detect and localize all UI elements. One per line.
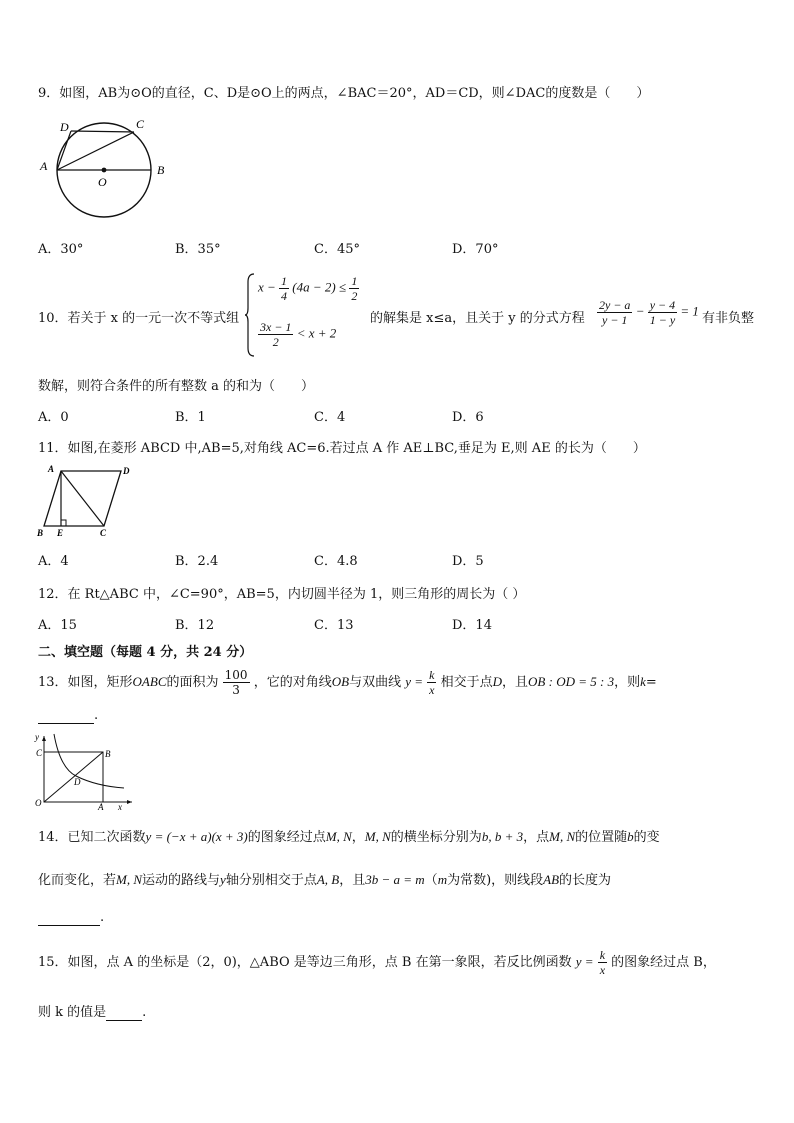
q11-label-b: B bbox=[37, 528, 44, 538]
q13-hyperbola-frac: $\frac{k}{x}$ bbox=[429, 668, 435, 697]
q10-ineq1-rhs: $\frac{1}{2}$ bbox=[351, 274, 358, 303]
q13-label-y: y bbox=[35, 732, 39, 742]
q10-option-d: D．6 bbox=[452, 410, 484, 425]
q9-label-b: B bbox=[157, 163, 165, 177]
q11-right-angle-mark bbox=[61, 520, 66, 526]
q10-options bbox=[38, 406, 638, 424]
q13-hyperbola bbox=[54, 734, 124, 788]
q10-eq-frac-2: $\frac{y - 4}{1 - y}$ bbox=[649, 298, 676, 327]
q9-chord-dc bbox=[71, 131, 134, 132]
q9-option-d: D．70° bbox=[452, 242, 499, 257]
q12-option-b: B．12 bbox=[175, 618, 215, 633]
q14-answer-line: . bbox=[38, 910, 104, 926]
q11-figure bbox=[36, 462, 136, 540]
q13-label-o: O bbox=[35, 798, 42, 808]
q11-option-a: A．4 bbox=[38, 554, 69, 569]
q11-stem: 11．如图,在菱形 ABCD 中,AB=5,对角线 AC=6.若过点 A 作 AE⊥BC,垂足为 E,则 AE 的长为（ ） bbox=[38, 441, 646, 456]
q12-option-c: C．13 bbox=[314, 618, 354, 633]
q11-label-c: C bbox=[100, 528, 107, 538]
q13-area-frac: $\frac{100}{3}$ bbox=[224, 668, 248, 697]
q9-label-c: C bbox=[136, 117, 145, 131]
q13-label-x: x bbox=[118, 802, 122, 810]
q13-label-c: C bbox=[36, 748, 43, 758]
q10-prefix: 10．若关于 x 的一元一次不等式组 bbox=[38, 311, 240, 326]
q11-option-b: B．2.4 bbox=[175, 554, 219, 569]
q9-option-c: C．45° bbox=[314, 242, 360, 257]
q15-line2: 则 k 的值是 . bbox=[38, 1005, 147, 1020]
q13-label-b: B bbox=[105, 749, 111, 759]
q11-option-d: D．5 bbox=[452, 554, 484, 569]
q9-figure bbox=[38, 112, 178, 224]
q12-option-a: A．15 bbox=[38, 618, 77, 633]
q11-option-c: C．4.8 bbox=[314, 554, 358, 569]
q14-answer-blank[interactable] bbox=[38, 910, 100, 926]
q9-options bbox=[38, 238, 638, 256]
q14-line1: 14．已知二次函数y = (−x + a)(x + 3)的图象经过点M, N，M, N的横坐标分别为b, b + 3，点M, N的位置随b的变 bbox=[38, 829, 660, 845]
q13-stem: 13．如图，矩形OABC的面积为 $\frac{100}{3}$ ，它的对角线OB与双曲线 y = $\frac{k}{x}$ 相交于点D，且OB : OD = 5 : 3，则k= bbox=[38, 668, 657, 697]
q12-options bbox=[38, 614, 638, 632]
q10-equation: $\frac{2y - a}{y - 1}$ − $\frac{y - 4}{1 - y}$ = 1 bbox=[599, 298, 699, 327]
q11-label-e: E bbox=[57, 528, 64, 538]
q9-center-point bbox=[102, 168, 107, 173]
q12-stem: 12．在 Rt△ABC 中，∠C=90°，AB=5，内切圆半径为 1，则三角形的周长为（ ） bbox=[38, 587, 526, 602]
q14-line2: 化而变化，若M, N运动的路线与y轴分别相交于点A, B，且3b − a = m（m为常数)，则线段AB的长度为 bbox=[38, 872, 612, 888]
q11-label-d: D bbox=[123, 466, 130, 476]
q13-label-d: D bbox=[74, 777, 81, 787]
q13-figure bbox=[34, 730, 138, 810]
q13-label-a: A bbox=[98, 802, 104, 810]
q10-line2: 数解，则符合条件的所有整数 a 的和为（ ） bbox=[38, 379, 315, 394]
q10-ineq1-frac: $\frac{1}{4}$ bbox=[281, 274, 288, 303]
q10-inequality-2: $\frac{3x - 1}{2}$ < x + 2 bbox=[260, 320, 337, 349]
q15-hyperbola-frac: $\frac{k}{x}$ bbox=[599, 948, 606, 977]
q9-label-o: O bbox=[98, 175, 107, 189]
q10-inequality-1: x − $\frac{1}{4}$ (4a − 2) ≤ $\frac{1}{2}$ bbox=[258, 274, 358, 303]
q15-answer-blank[interactable] bbox=[106, 1005, 142, 1021]
q15-line1: 15．如图，点 A 的坐标是（2，0)，△ABO 是等边三角形，点 B 在第一象限，若反比例函数 y = $\frac{k}{x}$ 的图象经过点 B， bbox=[38, 948, 716, 977]
q10-option-b: B．1 bbox=[175, 410, 206, 425]
q10-suffix: 有非负整 bbox=[702, 311, 755, 326]
q10-eq-frac-1: $\frac{2y - a}{y - 1}$ bbox=[599, 298, 631, 327]
q13-answer-blank[interactable] bbox=[38, 708, 94, 724]
q10-brace bbox=[244, 272, 256, 358]
q9-label-a: A bbox=[40, 159, 48, 173]
q13-answer-line: . bbox=[38, 708, 98, 724]
q12-option-d: D．14 bbox=[452, 618, 492, 633]
q9-stem: 9．如图，AB为⊙O的直径，C、D是⊙O上的两点，∠BAC＝20°，AD＝CD，则∠DAC的度数是（ ） bbox=[38, 86, 650, 101]
q10-mid: 的解集是 x≤a，且关于 y 的分式方程 bbox=[370, 311, 585, 326]
q10-option-c: C．4 bbox=[314, 410, 346, 425]
q10-ineq2-frac: $\frac{3x - 1}{2}$ bbox=[260, 320, 292, 349]
q11-options bbox=[38, 550, 638, 568]
q9-option-b: B．35° bbox=[175, 242, 221, 257]
q11-diagonal-ac bbox=[61, 471, 104, 526]
q10-option-a: A．0 bbox=[38, 410, 69, 425]
section-heading-fill-in: 二、填空题（每题 4 分，共 24 分） bbox=[38, 645, 253, 660]
q11-label-a: A bbox=[48, 464, 55, 474]
q9-option-a: A．30° bbox=[38, 242, 84, 257]
q9-label-d: D bbox=[60, 120, 69, 134]
